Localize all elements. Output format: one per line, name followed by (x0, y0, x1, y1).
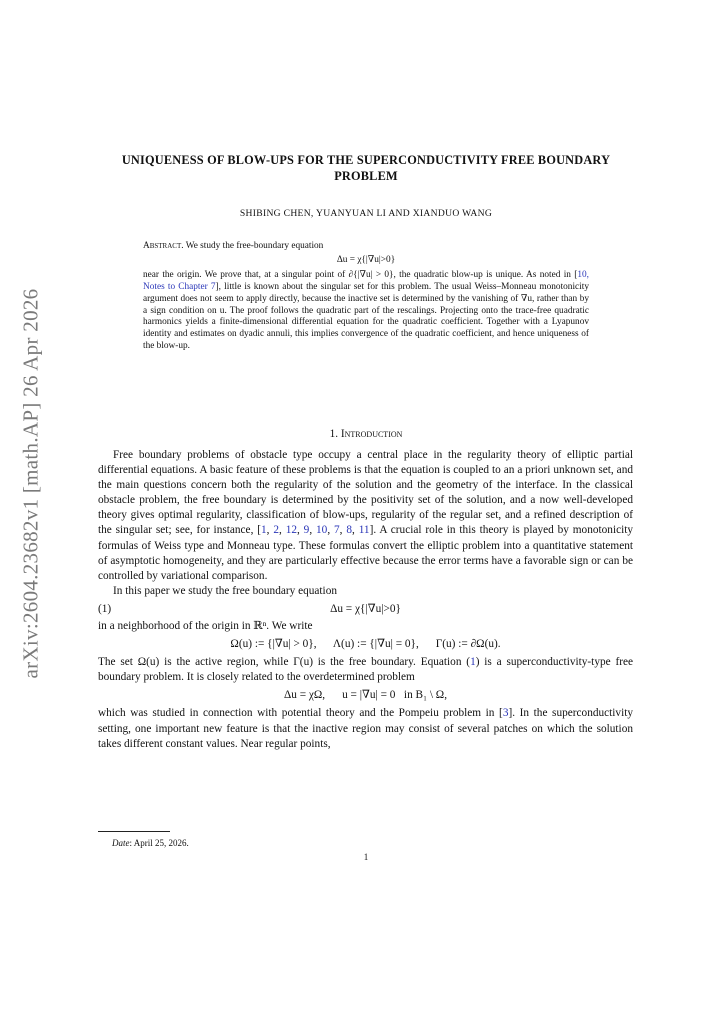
citation-link[interactable]: 8 (346, 524, 352, 537)
citation-link[interactable]: 9 (303, 524, 310, 537)
abstract-body: near the origin. We prove that, at a singular point of ∂{|∇u| > 0}, the quadratic blow-up is unique. As noted in [10, Notes to Chapter 7], little is known about the singular set for this problem. The usual Weiss–Monneau monotonicity argument does not seem to apply directly, because the inactive set is determined by the vanishing of ∇u, rather than by a sign condition on u. The proof follows the quadratic part of the rescalings. Projecting onto the trace-free quadratic harmonics yields a finite-dimensional differential equation for the quadratic coefficient. Together with a Lyapunov identity and estimates on dyadic annuli, this implies convergence of the quadratic coefficient, and hence uniqueness of the blow-up. (143, 269, 589, 352)
footnote-date: Date: April 25, 2026. (112, 838, 189, 848)
paragraph-5: which was studied in connection with potential theory and the Pompeiu problem in [3]. In the superconductivity setting, one important new feature is that the inactive region may consist of several patches on which the solution takes different constant values. Near regular points, (98, 707, 634, 750)
paper-authors: SHIBING CHEN, YUANYUAN LI AND XIANDUO WANG (239, 208, 493, 219)
citation-link[interactable]: 3 (502, 707, 509, 720)
footnote-rule (98, 831, 170, 832)
abstract-equation: Δu = χ{|∇u|>0} (336, 254, 396, 265)
citation-link[interactable]: 12 (285, 524, 297, 537)
paragraph-2: In this paper we study the free boundary equation (113, 584, 337, 597)
equation-ref-link[interactable]: 1 (470, 656, 476, 669)
citation-link[interactable]: 7 (334, 524, 340, 537)
paragraph-4: The set Ω(u) is the active region, while Γ(u) is the free boundary. Equation (1) is a superconductivity-type free boundary problem. It is closely related to the overdetermined problem (98, 656, 633, 684)
arxiv-identifier: arXiv:2604.23682v1 [math.AP] 26 Apr 2026 (18, 288, 43, 678)
equation-overdetermined: Δu = χΩ, u = |∇u| = 0 in B₁ \ Ω, (283, 689, 448, 702)
paper-title: UNIQUENESS OF BLOW-UPS FOR THE SUPERCONDUCTIVITY FREE BOUNDARY PROBLEM (121, 153, 611, 183)
paragraph-3: in a neighborhood of the origin in ℝⁿ. We write (98, 619, 313, 632)
abstract-intro: Abstract. We study the free-boundary equation (143, 241, 324, 251)
equation-expression: Δu = χ{|∇u|>0} (330, 602, 401, 615)
citation-link[interactable]: 10, Notes to Chapter 7 (143, 269, 589, 292)
page-number: 1 (363, 852, 369, 862)
main-text (98, 448, 633, 752)
abstract-label: Abstract. (143, 241, 184, 251)
equation-sets: Ω(u) := {|∇u| > 0}, Λ(u) := {|∇u| = 0}, Γ(u) := ∂Ω(u). (230, 638, 501, 651)
equation-1 (98, 602, 633, 619)
abstract (143, 241, 589, 353)
citation-link[interactable]: 2 (273, 524, 279, 537)
citation-link[interactable]: 10 (316, 524, 328, 537)
citation-link[interactable]: 1 (261, 524, 267, 537)
paragraph-1: Free boundary problems of obstacle type occupy a central place in the regularity theory of elliptic partial differential equations. A basic feature of these problems is that the equation is coupled to an a priori unknown set, and the main questions concern both the regularity of the solution and the geometry of the interface. In the classical obstacle problem, the free boundary is determined by the positivity set of the solution, and a now well-developed theory gives optimal regularity, classification of blow-ups, regularity of the regular set, and a refined description of the singular set; see, for instance, [1, 2, 12, 9, 10, 7, 8, 11]. A crucial role in this theory is played by monotonicity formulas of Weiss type and Monneau type. These formulas convert the elliptic problem into a quantitative statement of asymptotic homogeneity, and they are particularly effective because the error terms have a favorable sign or can be controlled by variational comparison. (98, 449, 634, 582)
section-heading: 1. Introduction (329, 428, 403, 440)
equation-number: (1) (98, 602, 112, 615)
citation-link[interactable]: 11 (358, 524, 370, 537)
